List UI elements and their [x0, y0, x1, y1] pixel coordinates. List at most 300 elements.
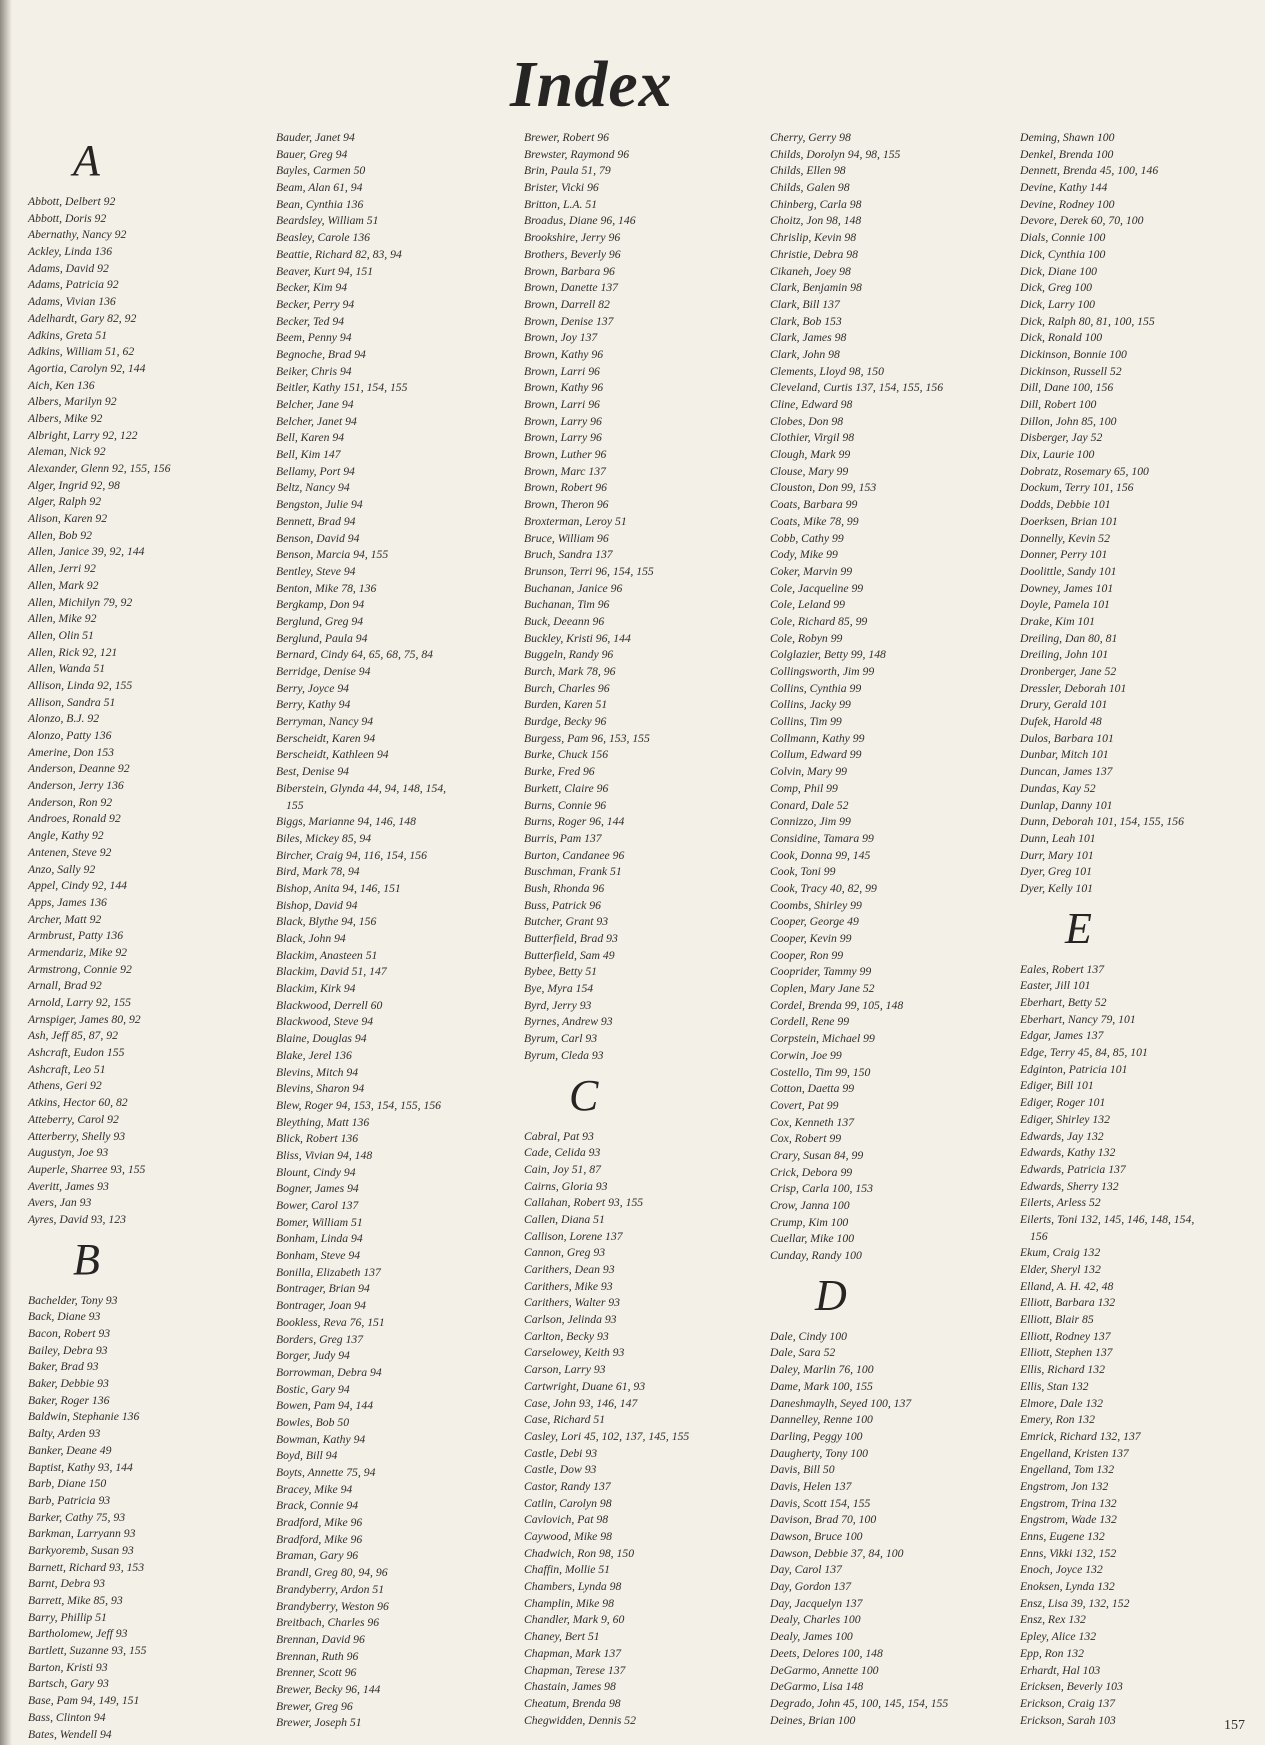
index-entry: Barb, Patricia 93: [28, 1493, 111, 1507]
index-entry: Buckley, Kristi 96, 144: [524, 631, 631, 645]
index-entry: Darling, Peggy 100: [770, 1429, 863, 1443]
index-entry: Ekum, Craig 132: [1020, 1246, 1101, 1260]
index-entry: Duncan, James 137: [1020, 765, 1113, 779]
index-entry: Disberger, Jay 52: [1020, 431, 1103, 445]
index-entry: Connizzo, Jim 99: [770, 815, 851, 829]
index-entry: Angle, Kathy 92: [28, 829, 104, 843]
index-entry: Cole, Robyn 99: [770, 631, 843, 645]
index-entry: Antenen, Steve 92: [28, 845, 112, 859]
index-entry: Archer, Matt 92: [28, 912, 102, 926]
index-entry: Cox, Kenneth 137: [770, 1115, 855, 1129]
index-entry: Devine, Kathy 144: [1020, 181, 1108, 195]
index-entry: Colglazier, Betty 99, 148: [770, 648, 886, 662]
index-entry: Champlin, Mike 98: [524, 1596, 614, 1610]
index-entry: Alger, Ralph 92: [28, 495, 102, 509]
index-entry: Cole, Leland 99: [770, 598, 845, 612]
index-entry: Ericksen, Beverly 103: [1020, 1680, 1123, 1694]
index-entry: Childs, Galen 98: [770, 181, 850, 195]
index-entry: Ensz, Lisa 39, 132, 152: [1020, 1596, 1130, 1610]
index-entry: Brown, Danette 137: [524, 281, 619, 295]
index-entry: Buck, Deeann 96: [524, 614, 605, 628]
index-entry: Enns, Eugene 132: [1020, 1530, 1105, 1543]
index-entry: Dame, Mark 100, 155: [770, 1379, 873, 1393]
index-entry: Elliott, Rodney 137: [1020, 1329, 1111, 1343]
index-entry: Cunday, Randy 100: [770, 1249, 862, 1263]
index-entry: Chandler, Mark 9, 60: [524, 1613, 625, 1627]
index-entry: Dill, Dane 100, 156: [1020, 381, 1114, 395]
index-entry: Dick, Larry 100: [1020, 297, 1095, 311]
index-entry: Bengston, Julie 94: [276, 498, 363, 512]
index-entry: Bellamy, Port 94: [276, 464, 355, 478]
index-entry: Baker, Brad 93: [28, 1360, 99, 1374]
index-entry: Bartsch, Gary 93: [28, 1677, 109, 1691]
index-entry: Collins, Tim 99: [770, 715, 842, 729]
index-entry: Avers, Jan 93: [28, 1196, 92, 1210]
index-entry: Donnelly, Kevin 52: [1020, 531, 1110, 545]
index-entry: Castle, Debi 93: [524, 1446, 598, 1460]
index-entry: Allen, Wanda 51: [28, 662, 106, 676]
index-entry: Edwards, Kathy 132: [1020, 1146, 1116, 1160]
index-entry: Brown, Luther 96: [524, 448, 607, 462]
index-entry: Bartlett, Suzanne 93, 155: [28, 1644, 147, 1658]
index-entry: Bayles, Carmen 50: [276, 164, 366, 178]
index-entry: Butterfield, Sam 49: [524, 948, 615, 962]
index-entry: Clements, Lloyd 98, 150: [770, 364, 884, 378]
index-entry: Adams, David 92: [28, 261, 109, 275]
index-entry: Brown, Larry 96: [524, 431, 602, 445]
index-entry: Clark, Bob 153: [770, 314, 842, 328]
index-entry: Adkins, Greta 51: [28, 328, 108, 342]
index-entry: Cox, Robert 99: [770, 1132, 842, 1146]
index-entry: Day, Gordon 137: [770, 1580, 852, 1594]
index-entry: Dyer, Greg 101: [1020, 865, 1092, 879]
index-entry: Dunn, Deborah 101, 154, 155, 156: [1020, 815, 1184, 829]
index-entry: Brack, Connie 94: [276, 1499, 359, 1513]
index-entry: Coker, Marvin 99: [770, 564, 853, 578]
index-entry: Best, Denise 94: [276, 765, 350, 779]
index-entry: Arnold, Larry 92, 155: [28, 996, 131, 1009]
index-entry: Adkins, William 51, 62: [28, 345, 135, 359]
index-entry: Bell, Karen 94: [276, 431, 345, 445]
index-entry: Anderson, Deanne 92: [28, 762, 130, 776]
index-entry: Case, John 93, 146, 147: [524, 1396, 638, 1410]
index-entry: Epp, Ron 132: [1020, 1646, 1084, 1660]
index-entry: Castor, Randy 137: [524, 1479, 611, 1493]
index-entry: Day, Carol 137: [770, 1563, 842, 1577]
index-entry: Brown, Larri 96: [524, 398, 600, 411]
index-entry: Elliott, Blair 85: [1020, 1313, 1094, 1327]
index-entry: Dronberger, Jane 52: [1020, 665, 1117, 678]
index-entry: Buss, Patrick 96: [524, 898, 601, 912]
index-entry: Brewer, Joseph 51: [276, 1716, 362, 1730]
index-entry: Emrick, Richard 132, 137: [1020, 1429, 1141, 1443]
index-entry: Albright, Larry 92, 122: [28, 428, 138, 442]
index-entry: Burns, Connie 96: [524, 798, 607, 812]
index-entry: Brown, Larri 96: [524, 364, 600, 378]
index-entry: Brown, Barbara 96: [524, 264, 615, 278]
index-entry: Dreiling, Dan 80, 81: [1020, 631, 1118, 645]
index-entry: Allen, Rick 92, 121: [28, 645, 118, 659]
index-entry: Base, Pam 94, 149, 151: [28, 1694, 140, 1708]
section-letter-b: B: [73, 1234, 100, 1284]
index-entry: Bradford, Mike 96: [276, 1532, 363, 1546]
index-entry: Boyd, Bill 94: [276, 1449, 338, 1463]
index-entry: Cain, Joy 51, 87: [524, 1162, 601, 1176]
index-entry: Albers, Marilyn 92: [28, 395, 117, 409]
index-entry: Blackim, Kirk 94: [276, 982, 356, 996]
index-entry: Bowman, Kathy 94: [276, 1432, 366, 1446]
index-entry: Choitz, Jon 98, 148: [770, 214, 862, 228]
index-entry: Chapman, Mark 137: [524, 1646, 622, 1660]
index-entry: Barnett, Richard 93, 153: [28, 1560, 145, 1574]
index-entry: Brenner, Scott 96: [276, 1666, 357, 1680]
index-entry: Cole, Richard 85, 99: [770, 614, 868, 628]
index-entry: Cooper, Kevin 99: [770, 932, 852, 945]
index-entry: Brunson, Terri 96, 154, 155: [524, 564, 654, 578]
index-entry: Davison, Brad 70, 100: [770, 1513, 877, 1527]
index-entry: Bishop, David 94: [276, 898, 358, 912]
index-entry: Burton, Candanee 96: [524, 848, 625, 862]
index-entry: Dillon, John 85, 100: [1020, 414, 1117, 428]
index-entry: Brown, Larry 96: [524, 414, 602, 428]
index-column-2: [276, 130, 516, 1732]
index-entry: Blick, Robert 136: [276, 1132, 359, 1146]
index-entry: Carithers, Dean 93: [524, 1263, 615, 1276]
index-entry: Adelhardt, Gary 82, 92: [28, 311, 137, 325]
index-entry: Erhardt, Hal 103: [1020, 1663, 1101, 1677]
index-entry: Bartholomew, Jeff 93: [28, 1627, 128, 1641]
index-entry: Brown, Kathy 96: [524, 347, 604, 361]
index-entry: Carselowey, Keith 93: [524, 1346, 625, 1360]
index-entry: Ayres, David 93, 123: [28, 1212, 126, 1226]
index-entry: Dick, Ralph 80, 81, 100, 155: [1020, 314, 1155, 328]
index-entry: Alger, Ingrid 92, 98: [28, 478, 120, 492]
index-entry: Amerine, Don 153: [28, 745, 115, 759]
index-entry: Anderson, Ron 92: [28, 795, 113, 809]
index-entry: Breitbach, Charles 96: [276, 1616, 380, 1630]
index-entry: Caywood, Mike 98: [524, 1530, 612, 1543]
index-entry: Comp, Phil 99: [770, 781, 838, 795]
index-entry: Ediger, Shirley 132: [1020, 1112, 1110, 1126]
index-entry: Christie, Debra 98: [770, 247, 858, 261]
index-entry: Cherry, Gerry 98: [770, 131, 851, 144]
index-entry: Buchanan, Tim 96: [524, 598, 610, 612]
index-entry: Beattie, Richard 82, 83, 94: [276, 247, 402, 261]
index-entry: Eilerts, Arless 52: [1020, 1196, 1101, 1210]
index-entry: Corwin, Joe 99: [770, 1048, 842, 1062]
index-entry: Atteberry, Carol 92: [28, 1112, 119, 1126]
index-entry: Cobb, Cathy 99: [770, 531, 844, 545]
index-entry: Dufek, Harold 48: [1020, 715, 1102, 729]
index-entry: Allen, Michilyn 79, 92: [28, 595, 133, 609]
index-entry: Bailey, Debra 93: [28, 1343, 108, 1357]
index-entry: Blevins, Mitch 94: [276, 1065, 359, 1079]
index-entry: Clouse, Mary 99: [770, 464, 849, 478]
index-entry: Dodds, Debbie 101: [1020, 498, 1111, 512]
index-entry: Bates, Wendell 94: [28, 1727, 112, 1741]
index-entry: Armbrust, Patty 136: [28, 929, 124, 943]
index-entry: Bleything, Matt 136: [276, 1115, 370, 1129]
index-entry: Davis, Scott 154, 155: [770, 1496, 871, 1510]
index-entry: Becker, Ted 94: [276, 314, 345, 328]
index-entry: Barb, Diane 150: [28, 1477, 107, 1491]
index-entry: Ediger, Bill 101: [1020, 1079, 1094, 1093]
index-entry: Athens, Geri 92: [28, 1079, 102, 1093]
index-entry: Clothier, Virgil 98: [770, 431, 855, 445]
index-entry: DeGarmo, Lisa 148: [770, 1680, 864, 1694]
index-entry: Belcher, Jane 94: [276, 398, 354, 411]
index-entry: Dennett, Brenda 45, 100, 146: [1020, 164, 1159, 178]
index-entry: Butterfield, Brad 93: [524, 932, 618, 945]
index-entry: Brandyberry, Weston 96: [276, 1599, 389, 1613]
index-entry: Blaine, Douglas 94: [276, 1032, 367, 1046]
index-entry: Catlin, Carolyn 98: [524, 1496, 612, 1510]
index-entry: Cook, Toni 99: [770, 865, 836, 879]
index-entry: Dyer, Kelly 101: [1020, 881, 1094, 895]
index-entry: Beitler, Kathy 151, 154, 155: [276, 381, 408, 395]
index-entry: Dickinson, Bonnie 100: [1020, 347, 1127, 361]
index-entry: Crick, Debora 99: [770, 1165, 853, 1179]
index-entry: Brookshire, Jerry 96: [524, 231, 621, 245]
index-entry: Chinberg, Carla 98: [770, 197, 862, 211]
index-entry: Cikaneh, Joey 98: [770, 264, 851, 278]
index-entry: Black, Blythe 94, 156: [276, 915, 377, 929]
index-entry: Dunbar, Mitch 101: [1020, 748, 1109, 762]
index-entry: Bass, Clinton 94: [28, 1710, 106, 1724]
index-entry: Ensz, Rex 132: [1020, 1613, 1086, 1627]
section-letter-e: E: [1065, 903, 1092, 953]
page-number: 157: [1224, 1718, 1245, 1733]
index-entry-continuation: 155: [286, 798, 304, 812]
index-entry: Dealy, James 100: [770, 1630, 853, 1644]
index-entry: Bookless, Reva 76, 151: [276, 1315, 385, 1329]
index-entry: Case, Richard 51: [524, 1413, 606, 1427]
index-entry: Denkel, Brenda 100: [1020, 147, 1114, 161]
index-entry: Abbott, Delbert 92: [28, 195, 116, 208]
index-entry: Collins, Jacky 99: [770, 698, 851, 712]
index-entry: Berridge, Denise 94: [276, 665, 371, 678]
index-entry: Collingsworth, Jim 99: [770, 665, 875, 678]
index-entry: Crisp, Carla 100, 153: [770, 1182, 873, 1196]
index-entry: Chambers, Lynda 98: [524, 1580, 622, 1594]
index-entry: Abbott, Doris 92: [28, 211, 107, 225]
index-entry: Crary, Susan 84, 99: [770, 1148, 864, 1162]
index-entry: Brandl, Greg 80, 94, 96: [276, 1566, 388, 1580]
index-entry: Benton, Mike 78, 136: [276, 581, 377, 595]
index-entry: Ashcraft, Eudon 155: [28, 1046, 125, 1060]
index-entry: Bogner, James 94: [276, 1182, 359, 1196]
index-entry: Bentley, Steve 94: [276, 564, 356, 578]
index-entry: Dunn, Leah 101: [1020, 831, 1096, 845]
index-entry: Cordell, Rene 99: [770, 1015, 850, 1029]
index-entry: Clark, Benjamin 98: [770, 281, 862, 295]
index-entry: Biberstein, Glynda 44, 94, 148, 154,: [276, 781, 447, 795]
index-entry: Borrowman, Debra 94: [276, 1365, 382, 1379]
index-entry: Dreiling, John 101: [1020, 648, 1109, 662]
index-entry: Agortia, Carolyn 92, 144: [28, 361, 146, 375]
index-entry: Elland, A. H. 42, 48: [1020, 1279, 1114, 1293]
index-entry: Clough, Mark 99: [770, 448, 851, 462]
index-entry: Cabral, Pat 93: [524, 1129, 594, 1143]
index-entry: Cooper, Ron 99: [770, 948, 844, 962]
index-entry: Blew, Roger 94, 153, 154, 155, 156: [276, 1098, 442, 1112]
index-entry: Chaffin, Mollie 51: [524, 1563, 611, 1577]
index-entry: Degrado, John 45, 100, 145, 154, 155: [770, 1696, 949, 1710]
index-entry: Allison, Linda 92, 155: [28, 678, 133, 692]
index-entry: Apps, James 136: [28, 895, 107, 909]
index-entry: Cotton, Daetta 99: [770, 1082, 855, 1096]
index-entry: Berry, Kathy 94: [276, 698, 351, 712]
index-entry: Burden, Karen 51: [524, 698, 608, 712]
index-entry: Buggeln, Randy 96: [524, 648, 614, 662]
index-entry: Blevins, Sharon 94: [276, 1082, 365, 1096]
index-entry: Deming, Shawn 100: [1020, 131, 1115, 144]
index-entry: Castle, Dow 93: [524, 1463, 597, 1477]
index-entry: Durr, Mary 101: [1020, 848, 1094, 862]
index-entry: Bernard, Cindy 64, 65, 68, 75, 84: [276, 648, 434, 662]
index-entry: Black, John 94: [276, 932, 346, 945]
index-entry: Bonham, Linda 94: [276, 1232, 363, 1246]
index-entry-continuation: 156: [1030, 1229, 1048, 1243]
index-entry: Burkett, Claire 96: [524, 781, 609, 795]
index-entry: Childs, Ellen 98: [770, 164, 846, 178]
index-entry: Allen, Jerri 92: [28, 562, 96, 576]
index-entry: Bean, Cynthia 136: [276, 197, 364, 211]
index-entry: Bomer, William 51: [276, 1215, 363, 1229]
index-entry: Conard, Dale 52: [770, 798, 849, 812]
index-entry: Brown, Kathy 96: [524, 381, 604, 395]
index-entry: Beem, Penny 94: [276, 331, 352, 345]
index-entry: Dawson, Bruce 100: [770, 1530, 863, 1543]
index-entry: Brothers, Beverly 96: [524, 247, 621, 261]
index-entry: Alison, Karen 92: [28, 512, 108, 526]
index-column-1: [28, 130, 248, 1743]
index-entry: Ash, Jeff 85, 87, 92: [28, 1029, 118, 1043]
index-entry: Corpstein, Michael 99: [770, 1032, 875, 1046]
index-entry: Atterberry, Shelly 93: [28, 1129, 126, 1143]
index-entry: Beardsley, William 51: [276, 214, 379, 228]
index-entry: Broadus, Diane 96, 146: [524, 214, 636, 228]
index-entry: DeGarmo, Annette 100: [770, 1663, 879, 1677]
index-entry: Brin, Paula 51, 79: [524, 164, 611, 178]
index-entry: Chaney, Bert 51: [524, 1630, 600, 1644]
index-entry: Brandyberry, Ardon 51: [276, 1582, 385, 1596]
index-entry: Dulos, Barbara 101: [1020, 731, 1114, 745]
index-entry: Brewster, Raymond 96: [524, 147, 630, 161]
index-entry: Beasley, Carole 136: [276, 231, 371, 245]
index-entry: Arnall, Brad 92: [28, 979, 102, 993]
index-entry: Broxterman, Leroy 51: [524, 514, 627, 528]
index-entry: Dials, Connie 100: [1020, 231, 1106, 245]
index-entry: Beaver, Kurt 94, 151: [276, 264, 374, 278]
index-entry: Anderson, Jerry 136: [28, 779, 124, 793]
index-entry: Berglund, Paula 94: [276, 631, 368, 645]
index-entry: Bonilla, Elizabeth 137: [276, 1265, 381, 1279]
index-entry: Allen, Olin 51: [28, 628, 94, 642]
index-entry: Baptist, Kathy 93, 144: [28, 1460, 133, 1474]
index-entry: Brennan, Ruth 96: [276, 1649, 359, 1663]
index-entry: Collins, Cynthia 99: [770, 681, 862, 695]
index-entry: Elliott, Barbara 132: [1020, 1296, 1116, 1310]
index-entry: Erickson, Craig 137: [1020, 1696, 1116, 1710]
index-entry: Burke, Chuck 156: [524, 748, 609, 762]
index-entry: Dick, Ronald 100: [1020, 331, 1103, 345]
index-entry: Armendariz, Mike 92: [28, 945, 128, 959]
index-entry: Allison, Sandra 51: [28, 695, 116, 709]
index-entry: Androes, Ronald 92: [28, 812, 121, 826]
index-entry: Elder, Sheryl 132: [1020, 1263, 1101, 1276]
index-entry: Allen, Janice 39, 92, 144: [28, 545, 145, 559]
index-entry: Engstrom, Trina 132: [1020, 1496, 1117, 1510]
index-entry: Baker, Debbie 93: [28, 1377, 109, 1391]
index-entry: Barker, Cathy 75, 93: [28, 1510, 126, 1524]
index-entry: Edwards, Jay 132: [1020, 1129, 1104, 1143]
index-entry: Allen, Mark 92: [28, 578, 99, 592]
index-entry: Edwards, Sherry 132: [1020, 1179, 1119, 1193]
index-entry: Eales, Robert 137: [1020, 962, 1105, 976]
index-entry: Bush, Rhonda 96: [524, 881, 605, 895]
index-entry: Bliss, Vivian 94, 148: [276, 1148, 373, 1162]
index-entry: Chegwidden, Dennis 52: [524, 1713, 636, 1727]
index-entry: Anzo, Sally 92: [28, 862, 96, 876]
index-entry: Callahan, Robert 93, 155: [524, 1196, 644, 1210]
index-entry: Abernathy, Nancy 92: [28, 228, 127, 242]
index-entry: Dick, Greg 100: [1020, 281, 1092, 295]
index-entry: Dick, Cynthia 100: [1020, 247, 1106, 261]
index-entry: Deets, Delores 100, 148: [770, 1646, 883, 1660]
index-entry: Cook, Tracy 40, 82, 99: [770, 881, 877, 895]
section-letter-d: D: [815, 1270, 847, 1320]
index-entry: Engelland, Tom 132: [1020, 1463, 1115, 1477]
index-entry: Chadwich, Ron 98, 150: [524, 1546, 635, 1560]
index-entry: Bonham, Steve 94: [276, 1249, 361, 1263]
index-entry: Deines, Brian 100: [770, 1713, 856, 1727]
index-entry: Brown, Theron 96: [524, 498, 609, 512]
index-entry: Drury, Gerald 101: [1020, 698, 1108, 712]
index-entry: Beltz, Nancy 94: [276, 481, 350, 495]
index-entry: Cavlovich, Pat 98: [524, 1513, 609, 1527]
index-entry: Brewer, Robert 96: [524, 131, 609, 144]
section-letter-a: A: [73, 136, 100, 185]
index-entry: Chapman, Terese 137: [524, 1663, 626, 1677]
index-entry: Alexander, Glenn 92, 155, 156: [28, 462, 171, 475]
index-entry: Adams, Vivian 136: [28, 295, 116, 309]
index-entry: Back, Diane 93: [28, 1310, 101, 1324]
index-entry: Brewer, Becky 96, 144: [276, 1682, 381, 1696]
index-entry: Chrislip, Kevin 98: [770, 231, 857, 245]
index-entry: Brown, Joy 137: [524, 331, 598, 345]
index-entry: Begnoche, Brad 94: [276, 347, 366, 361]
index-entry: Atkins, Hector 60, 82: [28, 1096, 128, 1110]
index-entry: Costello, Tim 99, 150: [770, 1065, 871, 1079]
index-entry: Cooper, George 49: [770, 915, 859, 929]
index-entry: Coats, Barbara 99: [770, 498, 858, 512]
index-entry: Ackley, Linda 136: [28, 245, 113, 259]
index-entry: Dale, Cindy 100: [770, 1329, 847, 1343]
index-entry: Devore, Derek 60, 70, 100: [1020, 214, 1144, 228]
index-column-5: [1020, 130, 1260, 1729]
index-entry: Drake, Kim 101: [1020, 614, 1095, 628]
index-entry: Berscheidt, Kathleen 94: [276, 748, 389, 762]
index-entry: Cairns, Gloria 93: [524, 1179, 608, 1193]
index-entry: Carithers, Mike 93: [524, 1279, 613, 1293]
index-entry: Coplen, Mary Jane 52: [770, 982, 875, 996]
index-column-3: [524, 130, 764, 1729]
index-entry: Byrum, Carl 93: [524, 1032, 598, 1046]
index-entry: Considine, Tamara 99: [770, 831, 874, 845]
index-entry: Engelland, Kristen 137: [1020, 1446, 1129, 1460]
index-entry: Brennan, David 96: [276, 1632, 365, 1646]
